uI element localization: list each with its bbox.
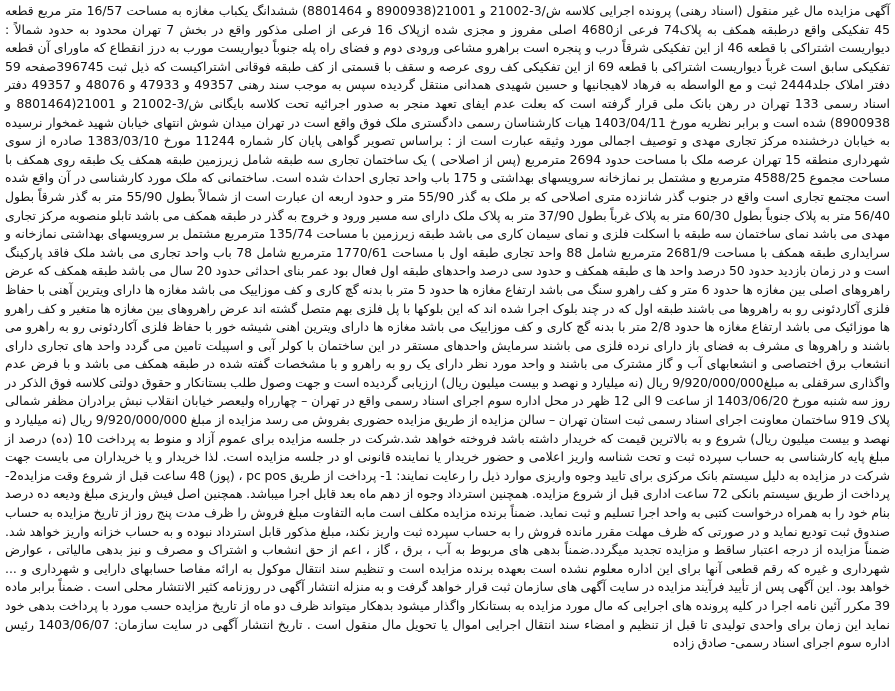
auction-notice-text: آگهی مزایده مال غیر منقول (اسناد رهنی) پرونده اجرایی کلاسه ش/3-21002 و 21001(8900938 و 8801464) ششدانگ یکباب مغازه به مساحت 16/57 متر مربع قطعه 45 تفکیکی واقع درطبقه همکف به پلاک74 فرعی از4680 اصلی مفروز و مجزی شده ازپلاک 16 فرعی از اصلی مذکور واقع در بخش 7 تهران محدود به حدود شمالاً : دیواریست اشتراکی با قطعه 46 از این تفکیکی شرقاً درب و پنجره است براهرو مشاعی ورودی دوم و فضای راه پله جنوباً دیواریست مورب به درز انقطاع که ماورای آن قطعه تفکیکی سابق است غرباً دیواریست اشتراکی با قطعه 69 از این تفکیکی کف روی عرصه و سقف با قسمتی از کف طبقه فوقانی اشتراکیست که ذیل ثبت 396745صفحه 59 دفتر املاک جلد2444 ثبت و مع الواسطه به فرهاد لاهیجانیها و حسین شهیدی همدانی منتقل گردیده سپس به موجب سند رهنی 49357 و 47933 و 48076 و 49357 دفتر اسناد رسمی 133 تهران در رهن بانک ملی قرار گرفته است که بعلت عدم ایفای تعهد منجر به صدور اجرائیه تحت کلاسه بایگانی ش/3-21002 و 21001(8801464 و 8900938) شده است و برابر نظریه مورخ 1403/04/11 هیات کارشناسان رسمی دادگستری ملک فوق واقع است در تهران میدان شوش انتهای خیابان شهید غمخوار نرسیده به خیابان درخشنده مرکز تجاری مهدی و توصیف اجمالی مورد وثیقه عبارت است از : براساس تصویر گواهی پایان کار شماره 11244 مورخ 1383/03/10 صادره از سوی شهرداری منطقه 15 تهران عرصه ملک با مساحت حدود 2694 مترمربع (پس از اصلاحی ) یک ساختمان تجاری سه طبقه شامل زیرزمین طبقه همکف یک طبقه روی همکف با مساحت مجموع 4588/25 مترمربع و مشتمل بر نمازخانه سرویسهای بهداشتی و 175 باب واحد تجاری احداث شده است. ساختمانی که ملک مورد کارشناسی در آن واقع شده است مجتمع تجاری است واقع در جنوب گذر شانزده متری اصلاحی که بر ملک به گذر 55/90 متر و حدود اربعه ان عبارت است از شمالاً بطول 55/90 متر به گذر شرقاً بطول 56/40 متر به پلاک جنوباً بطول 60/30 متر به پلاک غرباً بطول 37/90 متر به پلاک ملک دارای سه مسیر ورود و خروج به گذر در طبقه همکف می باشد تابلو منصوبه مرکز تجاری مهدی می باشد نمای ساختمان سه طبقه با اسکلت فلزی و نمای سیمان کاری می باشد طبقه زیرزمین با مساحت 135/74 مترمربع مشتمل بر سرویسهای بهداشتی نمازخانه و سرایداری طبقه همکف با مساحت 2681/9 مترمربع شامل 88 واحد تجاری طبقه اول با مساحت 1770/61 مترمربع شامل 78 باب واحد تجاری می باشد ملک فاقد پارکینگ است و در زمان بازدید حدود 50 درصد واحد ها ی طبقه همکف و حدود سی درصد واحدهای طبقه اول فعال بود عمر بنای احداثی حدود 20 سال می باشد طبقه همکف که عرض راهروهای اصلی بین مغازه ها حدود 6 متر و کف راهرو سنگ می باشد ارتفاع مغازه ها حدود 5 متر با بدنه گچ کاری و کف موزاییک می باشد مغازه ها دارای ویترین آهنی با حفاظ فلزی آکاردئونی رو به راهروها می باشند طبقه اول که در چند بلوک اجرا شده اند که این بلوکها با پل فلزی بهم متصل گشته اند عرض راهروهای بین مغازه ها متغیر و کف راهرو ها موزائیک می باشد ارتفاع مغازه ها حدود 2/8 متر با بدنه گچ کاری و کف موزاییک می باشد مغازه ها دارای ویترین اهنی شیشه خور با حفاظ فلزی آکاردئونی رو به راهرو می باشند و راهروها ی مشرف به فضای باز دارای نرده فلزی می باشند سرمایش واحدهای مستقر در این ساختمان با کولر آبی و اسپیلت تامین می گردد واحد های تجاری دارای انشعاب برق اختصاصی و انشعابهای آب و گاز مشترک می باشند و واحد مورد نظر دارای یک رو به راهرو و با مشخصات گفته شده در طبقه همکف می باشد و با فرض عدم واگذاری سرقفلی به مبلغ9/920/000/000 ریال (نه میلیارد و نهصد و بیست میلیون ریال) ارزیابی گردیده است و جهت وصول طلب بستانکار و حقوق دولتی کلاسه فوق الذکر در روز سه شنبه مورخ 1403/06/20 از ساعت 9 الی 12 ظهر در محل اداره سوم اجرای اسناد رسمی واقع در تهران – چهارراه ولیعصر خیابان انقلاب نبش برادران مظفر شمالی پلاک 919 ساختمان معاونت اجرای اسناد رسمی ثبت استان تهران – سالن مزایده از طریق مزایده حضوری بفروش می رسد مزایده از مبلغ 9/920/000/000 ریال (نه میلیارد و نهصد و بیست میلیون ریال) شروع و به بالاترین قیمت که خریدار داشته باشد فروخته خواهد شد.شرکت در جلسه مزایده برای عموم آزاد و منوط به پرداخت 10 (ده) درصد از مبلغ پایه کارشناسی به حساب سپرده ثبت و تحت شناسه واریز اعلامی و حضور خریدار یا نماینده قانونی او در جلسه مزایده است. لذا خریدار و یا خریداران می بایست جهت شرکت در مزایده به دلیل سیستم بانک مرکزی برای تایید وجوه واریزی موارد ذیل را رعایت نمایند: 1- پرداخت از طریق pc pos ، (پوز) 48 ساعت قبل از شروع وقت مزایده2- پرداخت از طریق سیستم بانکی 72 ساعت اداری قبل از شروع مزایده. همچنین استرداد وجوه از دهم ماه بعد قابل اجرا میباشد. همچنین اصل فیش واریزی مبلغ ودیعه ده درصد بنام خود را به همراه درخواست کتبی به واحد اجرا تسلیم و ثبت نماید. ضمناً برنده مزایده مکلف است مابه التفاوت مبلغ فروش را ظرف مدت پنج روز از تاریخ مزایده به حساب صندوق ثبت توديع نماید و در صورتی که ظرف مهلت مقرر مانده فروش را به حساب سپرده ثبت واریز نکند، مبلغ مذکور قابل استرداد نبوده و به حساب خزانه واریز خواهد شد. ضمناً مزایده از درجه اعتبار ساقط و مزایده تجدید میگردد.ضمناً بدهی های مربوط به آب ، برق ، گاز ، اعم از حق انشعاب و اشتراک و مصرف و نیز بدهی مالیاتی ، عوارض شهرداری و غیره که رقم قطعی آنها برای این اداره معلوم نشده است بعهده برنده مزایده است و تنظیم سند انتقال موکول به ارائه مفاصا حسابهای دارایی و شهرداری و ... خواهد بود. این آگهی پس از تأیید فرآیند مزایده در سایت آگهی های سازمان ثبت قرار خواهد گرفت و به منزله انتشار آگهی در روزنامه کثیر الانتشار محلی است . ضمناً برابر ماده 39 مکرر آئین نامه اجرا در کلیه پرونده های اجرایی که مال مورد مزایده به بستانکار واگذار میشود بدهکار میتواند ظرف دو ماه از تاریخ مزایده حسب مورد با پرداخت بدهی خود نماید این زمان برای واحدی تولیدی تا قبل از تنظیم و امضاء سند انتقال اجرایی اموال یا تحویل مال منقول است . تاریخ انتشار آگهی در سایت سازمان: 1403/06/07 رئیس اداره سوم اجرای اسناد رسمی- صادق زاده xyxy=(5,3,891,651)
